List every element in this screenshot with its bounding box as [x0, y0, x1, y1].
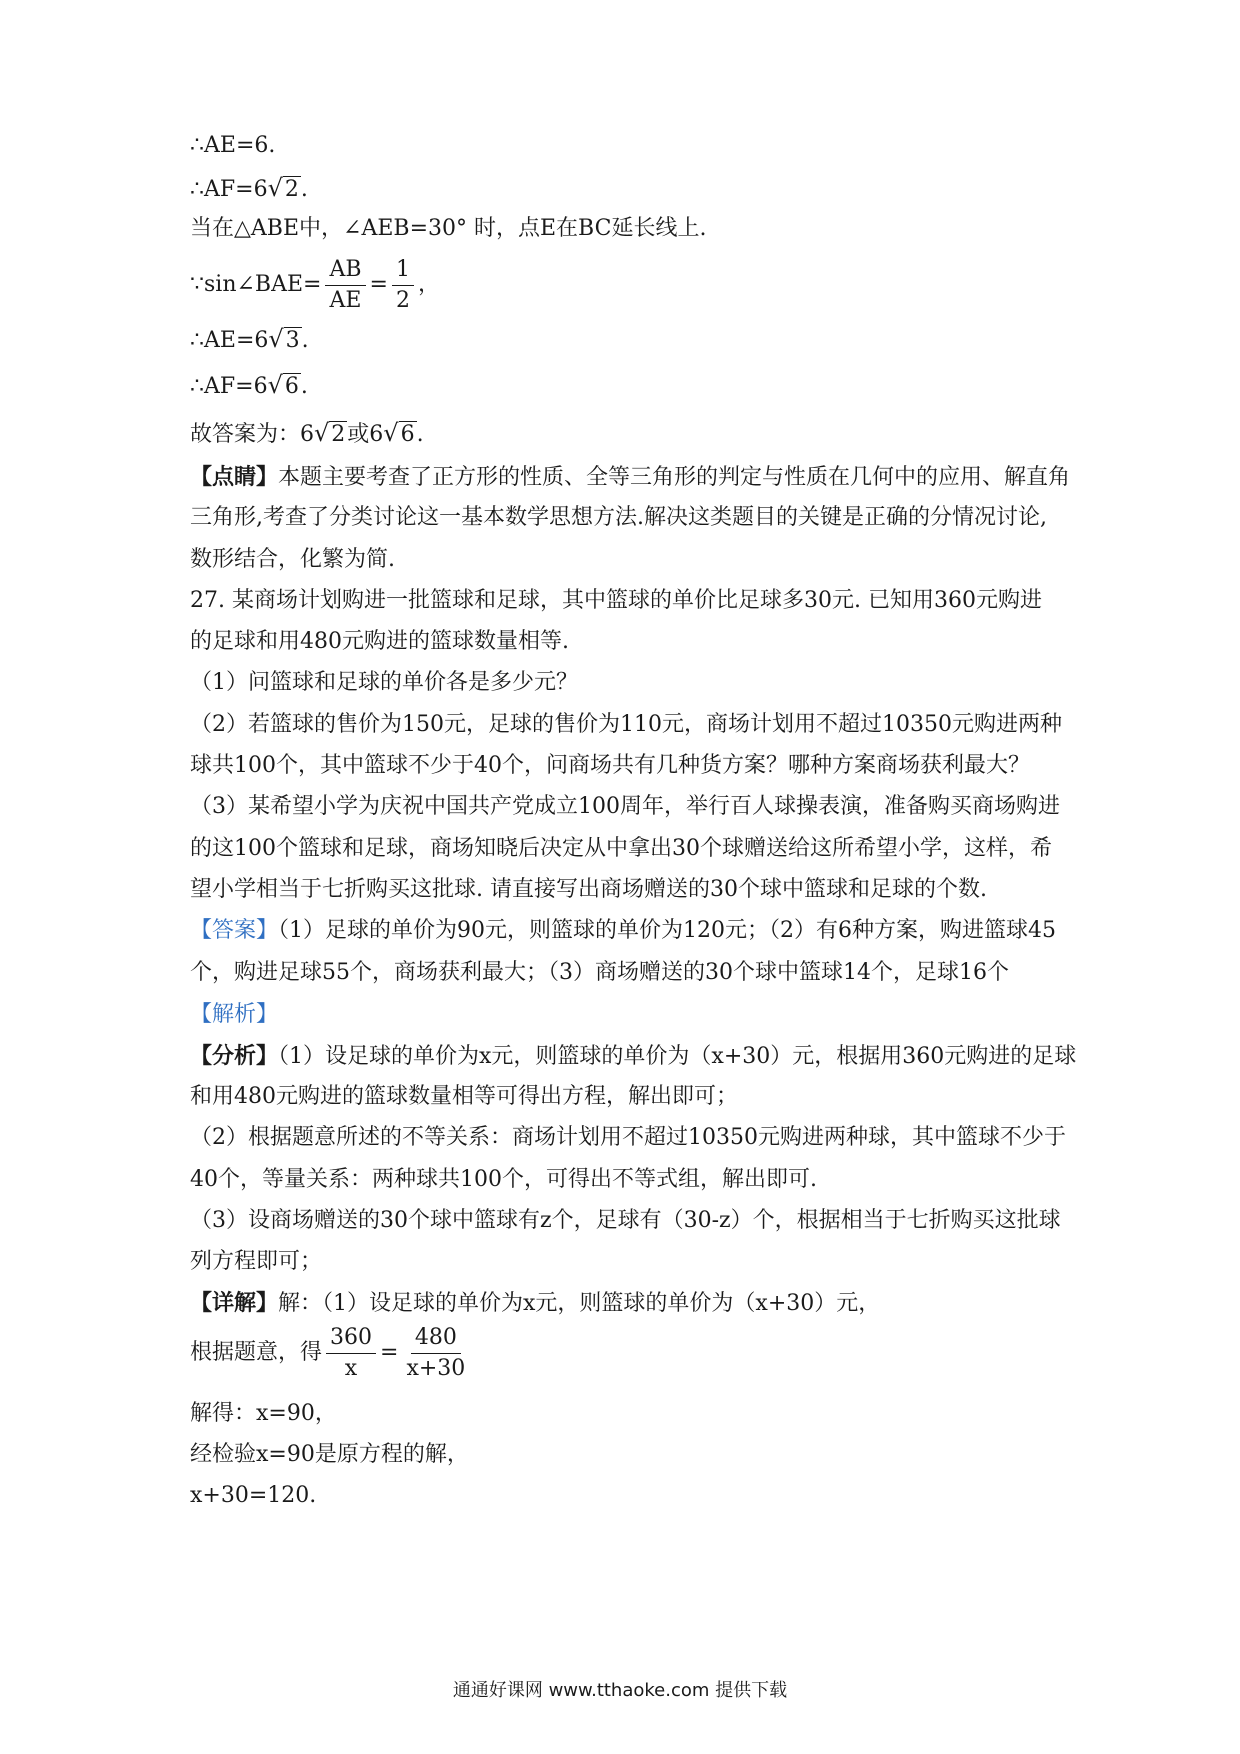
text-line: 个，购进足球55个，商场获利最大；（3）商场赠送的30个球中篮球14个，足球16个	[190, 960, 1009, 985]
text-segment: =	[380, 1340, 399, 1365]
text-line	[190, 462, 1071, 493]
text-segment: .	[416, 422, 424, 447]
sqrt-argument: 2	[331, 422, 346, 447]
text-line: 40个，等量关系：两种球共100个，可得出不等式组，解出即可.	[190, 1167, 817, 1192]
text-segment: （1）设足球的单价为x元，则篮球的单价为（x+30）元，根据用360元购进的足球	[278, 1044, 1077, 1069]
text-segment: .	[300, 177, 308, 202]
text-line: 的足球和用480元购进的篮球数量相等.	[190, 629, 569, 654]
text-segment: 故答案为：6	[190, 422, 314, 447]
question-part: （3）某希望小学为庆祝中国共产党成立100周年，举行百人球操表演，准备购买商场购进	[190, 794, 1060, 819]
fraction-denominator: 2	[395, 287, 410, 313]
text-line: x+30=120.	[190, 1483, 317, 1508]
text-segment: ，	[417, 272, 440, 297]
question-part: （1）问篮球和足球的单价各是多少元？	[190, 670, 578, 695]
text-line: 解得：x=90，	[190, 1401, 337, 1426]
question-title: 27. 某商场计划购进一批篮球和足球，其中篮球的单价比足球多30元. 已知用360元购进	[190, 588, 1042, 613]
sqrt-argument: 6	[400, 422, 415, 447]
fraction	[392, 255, 414, 316]
text-line: 三角形,考查了分类讨论这一基本数学思想方法.解决这类题目的关键是正确的分情况讨论,	[190, 505, 1047, 530]
text-segment: ∴AF=6	[190, 177, 268, 202]
page-footer: 通通好课网 www.tthaoke.com 提供下载	[452, 1680, 788, 1701]
fraction-numerator: 1	[392, 255, 414, 286]
text-line	[190, 1288, 1060, 1319]
question-part: （2）若篮球的售价为150元，足球的售价为110元，商场计划用不超过10350元购进两种	[190, 712, 1062, 737]
fraction-denominator: x	[344, 1355, 358, 1381]
fraction	[326, 1323, 376, 1384]
sqrt-expression: √2	[314, 419, 346, 447]
section-tag-answer: 【答案】	[190, 918, 279, 943]
fraction-denominator: x+30	[406, 1355, 466, 1381]
sqrt-argument: 6	[284, 374, 299, 399]
sqrt-argument: 3	[285, 328, 300, 353]
text-line	[190, 324, 1060, 356]
section-tag-xiangjie: 【详解】	[190, 1290, 279, 1316]
text-segment: .	[300, 374, 308, 399]
text-line: ∴AE=6.	[190, 133, 276, 158]
fraction-denominator: AE	[329, 287, 362, 313]
text-segment: 或6	[347, 422, 384, 447]
text-line	[190, 254, 1060, 316]
text-line: 列方程即可；	[190, 1249, 323, 1274]
text-line: （3）设商场赠送的30个球中篮球有z个，足球有（30-z）个，根据相当于七折购买这批球	[190, 1208, 1061, 1233]
text-line: （2）根据题意所述的不等关系：商场计划用不超过10350元购进两种球，其中篮球不少于	[190, 1125, 1066, 1150]
text-segment: ∴AE=6	[190, 328, 269, 353]
equation-line	[190, 1322, 1060, 1384]
fraction-numerator: 360	[326, 1323, 376, 1354]
fraction	[325, 255, 365, 316]
text-segment: 根据题意，得	[190, 1340, 323, 1365]
fraction-numerator: AB	[325, 255, 365, 286]
text-line: 经检验x=90是原方程的解，	[190, 1442, 469, 1467]
sqrt-argument: 2	[284, 177, 299, 202]
text-line: 球共100个，其中篮球不少于40个，问商场共有几种货方案？哪种方案商场获利最大？	[190, 753, 1030, 778]
fraction-numerator: 480	[411, 1323, 461, 1354]
text-line: 当在△ABE中，∠AEB=30° 时，点E在BC延长线上.	[190, 216, 707, 241]
sqrt-expression: √6	[383, 419, 415, 447]
text-line: 和用480元购进的篮球数量相等可得出方程，解出即可；	[190, 1084, 738, 1109]
text-line	[190, 418, 1060, 450]
text-segment: （1）足球的单价为90元，则篮球的单价为120元；（2）有6种方案，购进篮球45	[278, 918, 1056, 943]
section-tag-jiexi: 【解析】	[190, 1002, 279, 1027]
sqrt-expression: √2	[267, 174, 299, 202]
text-line: 望小学相当于七折购买这批球. 请直接写出商场赠送的30个球中篮球和足球的个数.	[190, 877, 987, 902]
text-line	[190, 173, 1060, 205]
sqrt-expression: √6	[267, 371, 299, 399]
text-line	[190, 1041, 1077, 1072]
text-line: 数形结合，化繁为简.	[190, 547, 395, 572]
text-segment: .	[301, 328, 309, 353]
text-segment: =	[369, 272, 388, 297]
text-line	[190, 370, 1060, 402]
fraction	[402, 1323, 469, 1384]
section-tag-dianjing: 【点睛】	[190, 464, 279, 490]
text-segment: 本题主要考查了正方形的性质、全等三角形的判定与性质在几何中的应用、解直角	[278, 465, 1071, 490]
sqrt-expression: √3	[268, 325, 300, 353]
text-segment: ∴AF=6	[190, 374, 268, 399]
section-tag-fenxi: 【分析】	[190, 1043, 279, 1069]
text-segment: 解：（1）设足球的单价为x元，则篮球的单价为（x+30）元，	[278, 1291, 881, 1316]
text-line: 的这100个篮球和足球，商场知晓后决定从中拿出30个球赠送给这所希望小学，这样，希	[190, 836, 1052, 861]
text-line	[190, 916, 1060, 946]
text-segment: ∵sin∠BAE=	[190, 272, 322, 297]
